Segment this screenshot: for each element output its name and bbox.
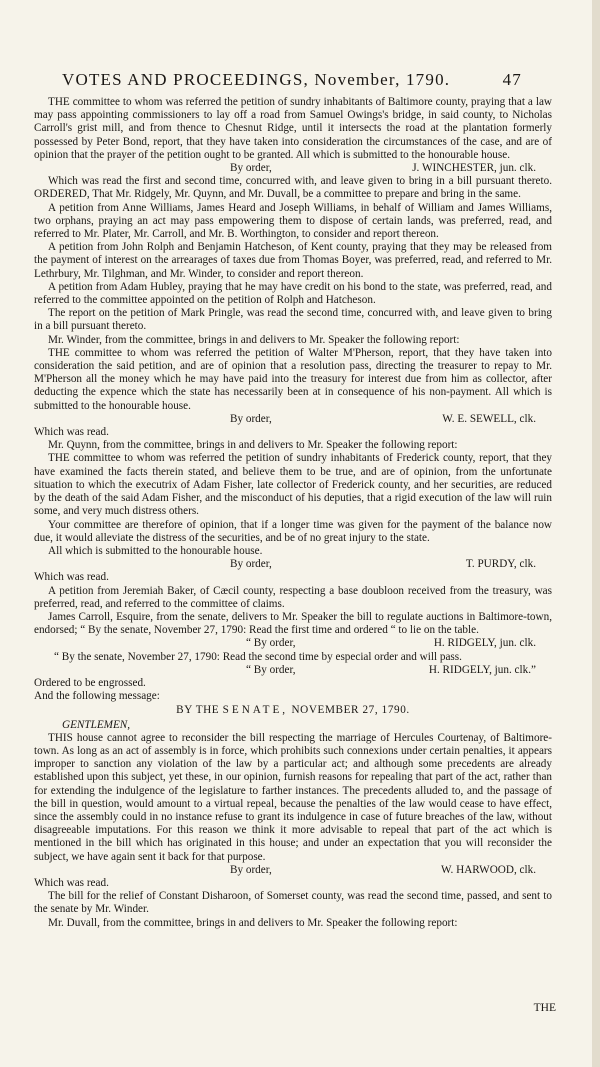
paragraph: Which was read the first and second time, concurred with, and leave given to bring in a bill pursuant thereto. ORDERED, That Mr. Ridgely, Mr. Quynn, and Mr. Duvall, be a committee to prepare and bring in the same. bbox=[34, 175, 552, 201]
signature bbox=[34, 558, 552, 571]
salutation: GENTLEMEN, bbox=[62, 718, 131, 731]
document-body bbox=[34, 96, 552, 930]
paragraph: All which is submitted to the honourable house. bbox=[48, 544, 263, 557]
signature-by-order: By order, bbox=[230, 412, 272, 425]
paragraph: THIS house cannot agree to reconsider the bill respecting the marriage of Hercules Courtenay, of Baltimore-town. As long as an act of assembly is in force, which prohibits such connexions under certain penalties, it appears improper to sanction any violation of the law by a particular act; and although some precedents are already established upon this subject, yet these, in our opinion, furnish reasons for repealing that part of the act, rather than for extending the indulgence of the legislature to farther instances. The precedents alluded to, and the passage of the bill in question, would amount to a virtual repeal, because the penalties of the law would cease to have effect, since the assembly could in no instance refuse to grant its indulgence in case of future breaches of the law, without disagreeable imputations. For this reason we think it more advisable to repeal that part of the act which is mentioned in the bill which has originated in this house; and under an expectation that you will reconsider the subject, we have again sent it back for that purpose. bbox=[34, 731, 552, 863]
paragraph: A petition from Anne Williams, James Heard and Joseph Williams, in behalf of William and James Williams, two orphans, praying an act may pass empowering them to dispose of certain lands, was preferred, read, and referred to Mr. Plater, Mr. Carroll, and Mr. B. Worthington, to consider and report thereon. bbox=[34, 201, 552, 241]
senate-date: NOVEMBER 27, 1790. bbox=[291, 704, 410, 717]
paragraph: A petition from Adam Hubley, praying that he may have credit on his bond to the state, was preferred, read, and referred to the committee appointed on the petition of Rolph and Hatcheson. bbox=[34, 280, 552, 307]
signature bbox=[34, 637, 552, 650]
signature-name: H. RIDGELY, jun. clk. bbox=[433, 637, 536, 650]
paragraph: A petition from Jeremiah Baker, of Cæcil county, respecting a base doubloon received from the treasury, was preferred, read, and referred to the committee of claims. bbox=[34, 584, 552, 610]
signature-name: W. HARWOOD, clk. bbox=[441, 863, 536, 876]
signature-by-order: “ By order, bbox=[246, 637, 296, 650]
paragraph: A petition from John Rolph and Benjamin Hatcheson, of Kent county, praying that they may be released from the payment of interest on the arrearages of taxes due from Thomas Boyer, was preferred, read, and referred to Mr. Lethrbury, Mr. Tilghman, and Mr. Winder, to consider and report thereon. bbox=[34, 241, 552, 280]
paragraph: Which was read. bbox=[34, 876, 109, 889]
signature-name: W. E. SEWELL, clk. bbox=[442, 412, 536, 425]
header-title: VOTES AND PROCEEDINGS, November, 1790. bbox=[62, 70, 451, 89]
page-number: 47 bbox=[502, 70, 522, 89]
senate-message-heading bbox=[34, 704, 552, 717]
paragraph: Ordered to be engrossed. bbox=[34, 676, 146, 689]
paragraph: THE committee to whom was referred the petition of sundry inhabitants of Baltimore county, praying that a law may pass appointing commissioners to lay off a road from Samuel Owings's bridge, in said county, to Nicholas Carroll's grist mill, and from thence to Chesnut Ridge, until it intersects the road at the plantation formerly possessed by Peter Bond, report, that they have taken into consideration the circumstances of the case, and are of opinion that the prayer of the petition ought to be granted. All which is submitted to the honourable house. bbox=[34, 96, 552, 161]
paragraph: The report on the petition of Mark Pringle, was read the second time, concurred with, and leave given to bring in a bill pursuant thereto. bbox=[34, 307, 552, 333]
catchword: THE bbox=[533, 1002, 556, 1014]
paragraph: Mr. Quynn, from the committee, brings in and delivers to Mr. Speaker the following report: bbox=[48, 439, 458, 452]
paragraph: James Carroll, Esquire, from the senate, delivers to Mr. Speaker the bill to regulate auctions in Baltimore-town, endorsed; “ By the senate, November 27, 1790: Read the first time and ordered “ to lie on the table. bbox=[34, 610, 552, 637]
signature-by-order: By order, bbox=[230, 863, 272, 876]
paragraph: Mr. Winder, from the committee, brings in and delivers to Mr. Speaker the following report: bbox=[48, 333, 460, 346]
senate-endorsement: “ By the senate, November 27, 1790: Read the second time by especial order and will pass. bbox=[54, 650, 462, 663]
paragraph: Which was read. bbox=[34, 571, 109, 584]
signature bbox=[34, 162, 552, 175]
signature-by-order: By order, bbox=[230, 162, 272, 175]
signature bbox=[34, 413, 552, 426]
senate-by: BY THE bbox=[176, 704, 220, 717]
signature-name: J. WINCHESTER, jun. clk. bbox=[412, 162, 536, 175]
paragraph: THE committee to whom was referred the petition of sundry inhabitants of Frederick county, report, that they have examined the facts therein stated, and believe them to be true, and are of opinion, from the unfortunate situation to which the executrix of Adam Fisher, late collector of Frederick county, and her securities, are reduced by the death of the said Adam Fisher, and the misconduct of his deputies, that a rigid execution of the law will ruin some, and very much distress others. bbox=[34, 452, 552, 518]
paragraph: THE committee to whom was referred the petition of Walter M'Pherson, report, that they have taken into consideration the said petition, and are of opinion that a resolution pass, directing the treasurer to repay to Mr. M'Pherson all the money which he may have paid into the treasury for interest due from him as collector, after deducting the expence which the state has necessarily been at in consequence of his non-payment. All which is submitted to the honourable house. bbox=[34, 346, 552, 412]
paragraph: Mr. Duvall, from the committee, brings in and delivers to Mr. Speaker the following report: bbox=[48, 916, 458, 929]
paragraph: The bill for the relief of Constant Disharoon, of Somerset county, was read the second time, passed, and sent to the senate by Mr. Winder. bbox=[34, 890, 552, 916]
running-header bbox=[62, 70, 522, 90]
paragraph: And the following message: bbox=[34, 690, 160, 703]
signature bbox=[34, 664, 552, 677]
paragraph: Your committee are therefore of opinion, that if a longer time was given for the payment of the balance now due, it would alleviate the distress of the securities, and be of no great injury to the state. bbox=[34, 518, 552, 544]
signature-by-order: “ By order, bbox=[246, 663, 296, 676]
paragraph: Which was read. bbox=[34, 426, 109, 439]
signature-name: T. PURDY, clk. bbox=[465, 558, 536, 571]
senate-word: SENATE, bbox=[222, 704, 289, 717]
signature-name: H. RIDGELY, jun. clk.” bbox=[428, 663, 536, 676]
signature bbox=[34, 864, 552, 877]
signature-by-order: By order, bbox=[230, 558, 272, 571]
page-edge bbox=[592, 0, 600, 1067]
